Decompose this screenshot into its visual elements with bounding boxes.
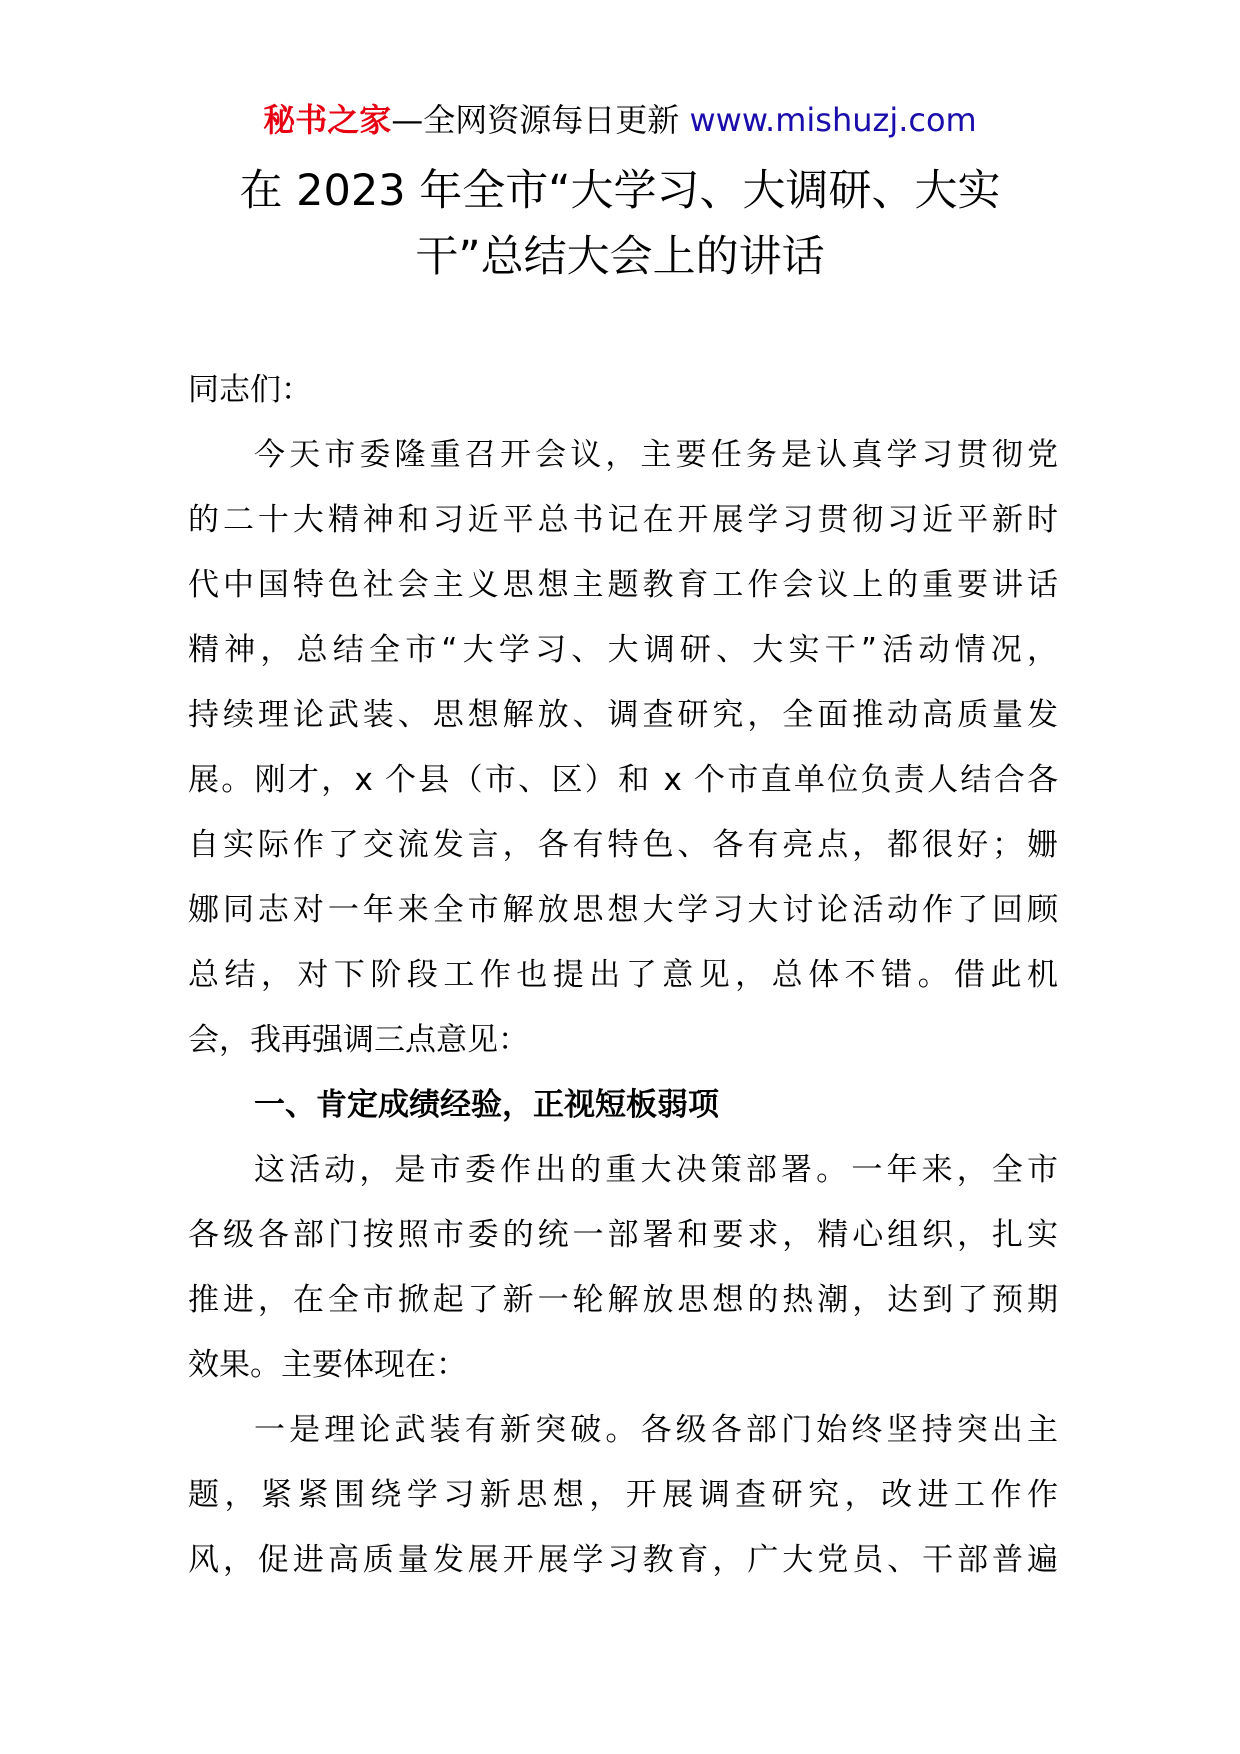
paragraph-line: 今天市委隆重召开会议，主要任务是认真学习贯彻党 — [254, 437, 1058, 473]
paragraph-line: 代中国特色社会主义思想主题教育工作会议上的重要讲话 — [188, 567, 1058, 603]
paragraph-line: 一是理论武装有新突破。各级各部门始终坚持突出主 — [254, 1412, 1058, 1448]
banner-slogan: —全网资源每日更新 — [391, 101, 690, 139]
paragraph-line: 总结，对下阶段工作也提出了意见，总体不错。借此机 — [188, 957, 1058, 993]
title-line-2: 干”总结大会上的讲话 — [415, 232, 825, 282]
paragraph-3 — [188, 1398, 1058, 1593]
paragraph-line: 各级各部门按照市委的统一部署和要求，精心组织，扎实 — [188, 1217, 1058, 1253]
paragraph-1 — [188, 423, 1058, 1073]
paragraph-2 — [188, 1138, 1058, 1398]
paragraph-line: 自实际作了交流发言，各有特色、各有亮点，都很好；姗 — [188, 827, 1058, 863]
paragraph-line: 的二十大精神和习近平总书记在开展学习贯彻习近平新时 — [188, 502, 1058, 538]
paragraph-line: 效果。主要体现在： — [188, 1347, 467, 1383]
paragraph-line: 这活动，是市委作出的重大决策部署。一年来，全市 — [254, 1152, 1058, 1188]
paragraph-line: 娜同志对一年来全市解放思想大学习大讨论活动作了回顾 — [188, 892, 1058, 928]
document-title — [150, 158, 1090, 290]
document-body — [188, 358, 1058, 1593]
salutation: 同志们： — [188, 372, 312, 408]
paragraph-line: 持续理论武装、思想解放、调查研究，全面推动高质量发 — [188, 697, 1058, 733]
site-banner — [0, 96, 1240, 144]
paragraph-line: 推进，在全市掀起了新一轮解放思想的热潮，达到了预期 — [188, 1282, 1058, 1318]
paragraph-line: 风，促进高质量发展开展学习教育，广大党员、干部普遍 — [188, 1542, 1058, 1578]
banner-brand: 秘书之家 — [263, 101, 392, 139]
paragraph-line: 精神，总结全市“大学习、大调研、大实干”活动情况， — [188, 632, 1058, 668]
paragraph-line: 展。刚才，x 个县（市、区）和 x 个市直单位负责人结合各 — [188, 762, 1058, 798]
paragraph-line: 会，我再强调三点意见： — [188, 1022, 529, 1058]
paragraph-line: 题，紧紧围绕学习新思想，开展调查研究，改进工作作 — [188, 1477, 1058, 1513]
title-line-1: 在 2023 年全市“大学习、大调研、大实 — [239, 166, 1001, 216]
section-heading-1: 一、肯定成绩经验，正视短板弱项 — [254, 1087, 719, 1123]
banner-url[interactable]: www.mishuzj.com — [689, 101, 977, 139]
